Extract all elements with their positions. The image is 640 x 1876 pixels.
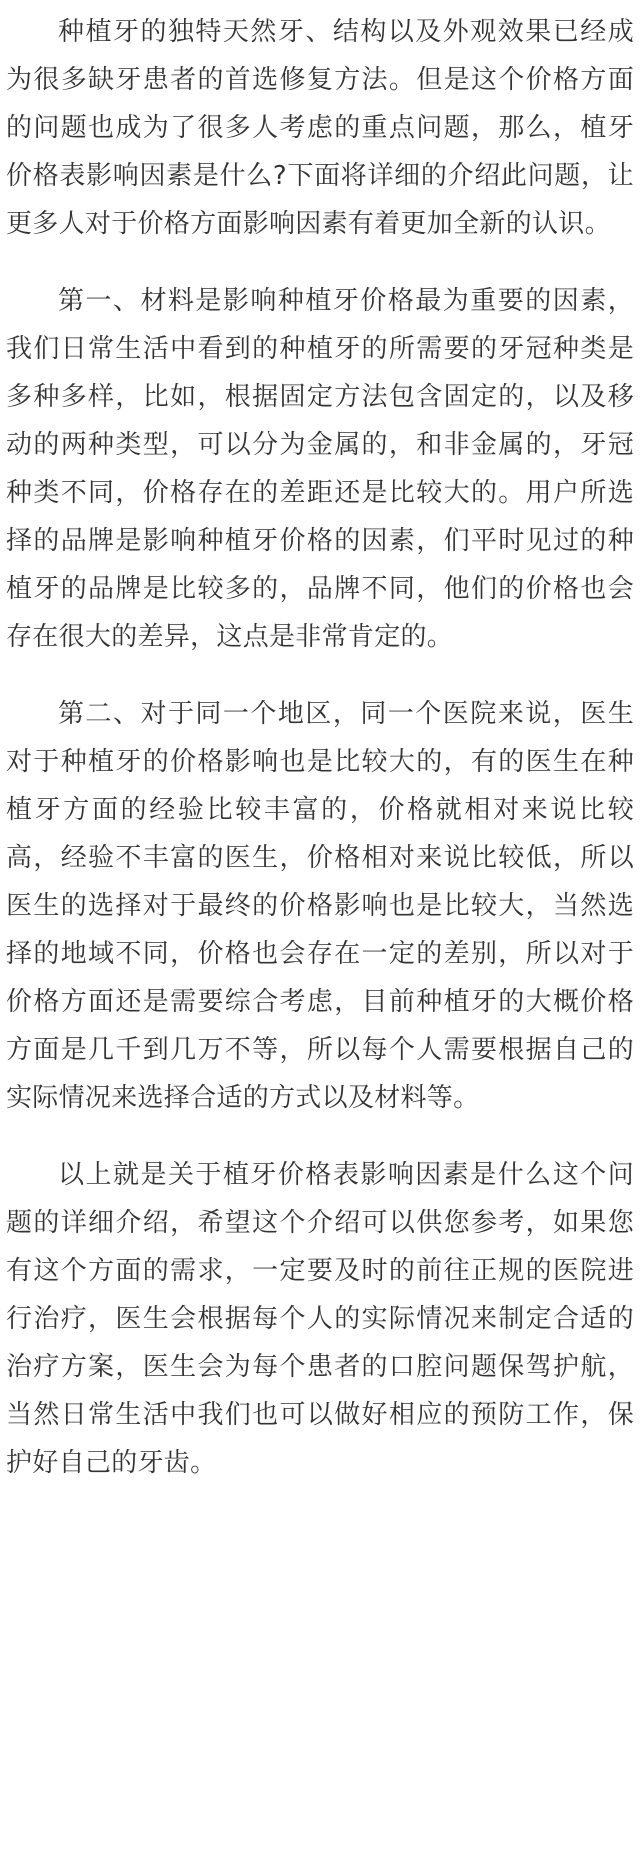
intro-paragraph: 种植牙的独特天然牙、结构以及外观效果已经成为很多缺牙患者的首选修复方法。但是这个价格方面的问题也成为了很多人考虑的重点问题，那么，植牙价格表影响因素是什么?下面将详细的介绍此问题，让更多人对于价格方面影响因素有着更加全新的认识。 bbox=[6, 17, 634, 239]
second-factor-paragraph: 第二、对于同一个地区，同一个医院来说，医生对于种植牙的价格影响也是比较大的，有的医生在种植牙方面的经验比较丰富的，价格就相对来说比较高，经验不丰富的医生，价格相对来说比较低，所以医生的选择对于最终的价格影响也是比较大，当然选择的地域不同，价格也会存在一定的差别，所以对于价格方面还是需要综合考虑，目前种植牙的大概价格方面是几千到几万不等，所以每个人需要根据自己的实际情况来选择合适的方式以及材料等。 bbox=[6, 699, 634, 1113]
conclusion-paragraph: 以上就是关于植牙价格表影响因素是什么这个问题的详细介绍，希望这个介绍可以供您参考，如果您有这个方面的需求，一定要及时的前往正规的医院进行治疗，医生会根据每个人的实际情况来制定合适的治疗方案，医生会为每个患者的口腔问题保驾护航，当然日常生活中我们也可以做好相应的预防工作，保护好自己的牙齿。 bbox=[6, 1160, 634, 1478]
first-factor-paragraph: 第一、材料是影响种植牙价格最为重要的因素，我们日常生活中看到的种植牙的所需要的牙冠种类是多种多样，比如，根据固定方法包含固定的，以及移动的两种类型，可以分为金属的，和非金属的，牙冠种类不同，价格存在的差距还是比较大的。用户所选择的品牌是影响种植牙价格的因素，们平时见过的种植牙的品牌是比较多的，品牌不同，他们的价格也会存在很大的差异，这点是非常肯定的。 bbox=[6, 286, 634, 652]
